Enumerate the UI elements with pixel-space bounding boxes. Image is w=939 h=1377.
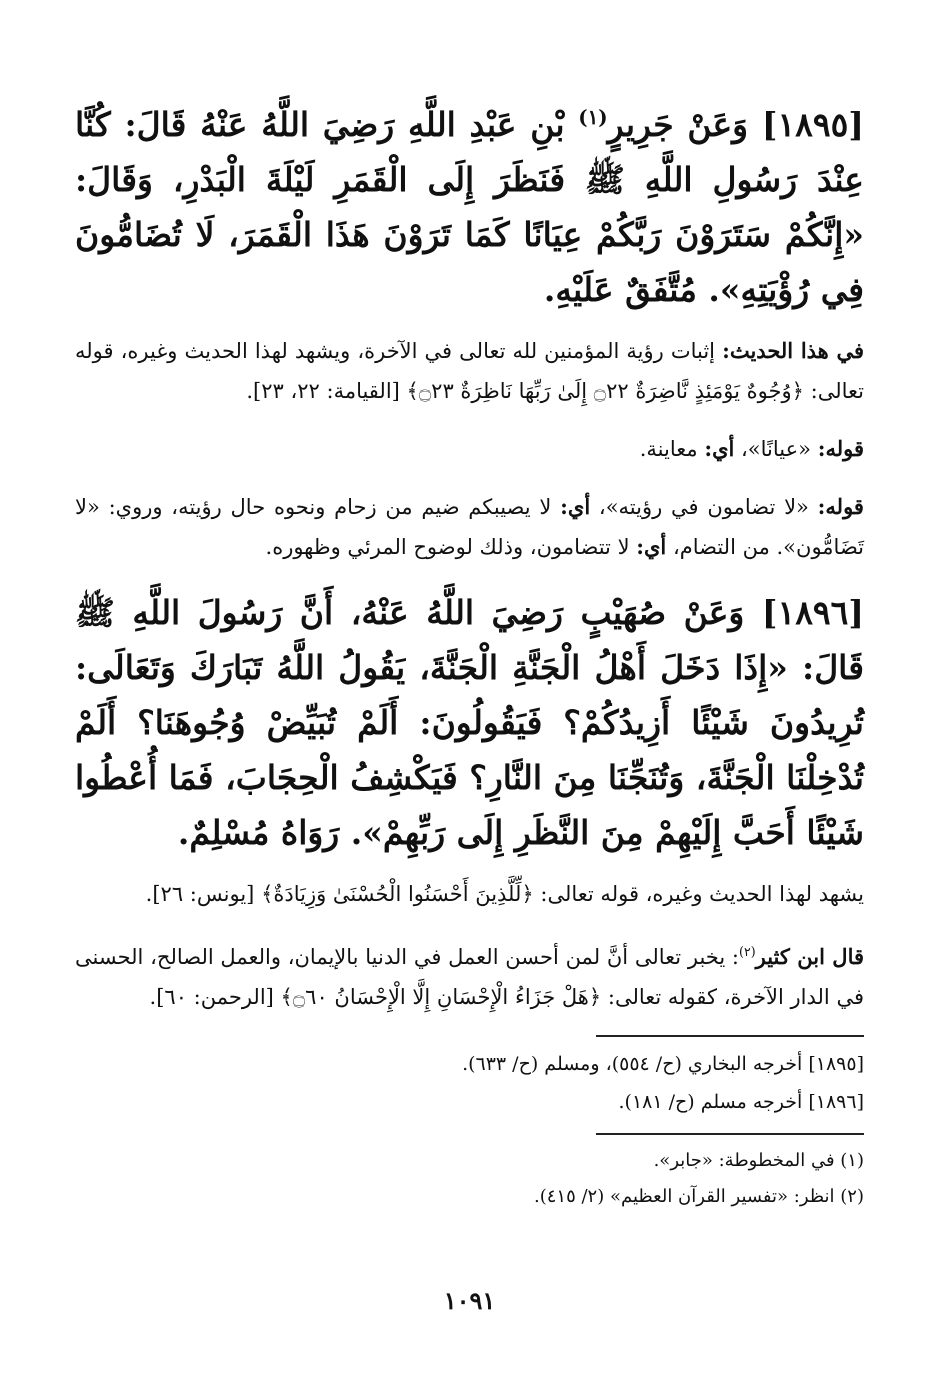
references-list <box>75 1045 864 1121</box>
commentary-text: إثبات رؤية المؤمنين لله تعالى في الآخرة، ويشهد لهذا الحديث وغيره، قوله تعالى: <box>75 339 864 403</box>
quran-verse: ﴿وُجُوهٌ يَوْمَئِذٍ نَّاضِرَةٌ ۝٢٢ إِلَىٰ رَبِّهَا نَاظِرَةٌ ۝٢٣﴾ <box>406 379 804 403</box>
verse-reference: [الرحمن: ٦٠]. <box>149 985 274 1009</box>
quran-verse: ﴿لِّلَّذِينَ أَحْسَنُوا الْحُسْنَىٰ وَزِيَادَةٌ﴾ <box>261 882 534 906</box>
verse-reference: [القيامة: ٢٢، ٢٣]. <box>246 379 400 403</box>
hadith-text: وَعَنْ جَرِيرٍ <box>607 105 749 144</box>
commentary-label: أي: <box>704 436 735 461</box>
footnotes-list <box>75 1143 864 1215</box>
commentary-label: قوله: <box>817 436 864 461</box>
footnote-item: (٢) انظر: «تفسير القرآن العظيم» (٢/ ٤١٥). <box>533 1186 864 1207</box>
reference-item: [١٨٩٥] أخرجه البخاري (ح/ ٥٥٤)، ومسلم (ح/ ٦٣٣). <box>462 1053 864 1075</box>
commentary-5 <box>75 932 864 1017</box>
commentary-text: لا تتضامون، وذلك لوضوح المرئي وظهوره. <box>265 535 630 559</box>
footnote-marker: (٢) <box>739 944 756 959</box>
commentary-text: : يخبر تعالى أنَّ لمن أحسن العمل في الدنيا بالإيمان، والعمل الصالح، الحسنى في الدار الآخرة، كقوله تعالى: <box>75 945 864 1009</box>
commentary-label: قال ابن كثير <box>755 944 865 969</box>
hadith-1896 <box>75 585 864 860</box>
verse-reference: [يونس: ٢٦]. <box>145 882 255 906</box>
hadith-text: وَعَنْ صُهَيْبٍ رَضِيَ اللَّهُ عَنْهُ، أَنَّ رَسُولَ اللَّهِ ﷺ قَالَ: «إِذَا دَخَلَ أَهْلُ الْجَنَّةِ الْجَنَّةَ، يَقُولُ اللَّهُ تَبَارَكَ وَتَعَالَى: تُرِيدُونَ شَيْئًا أَزِيدُكُمْ؟ فَيَقُولُونَ: أَلَمْ تُبَيِّضْ وُجُوهَنَا؟ أَلَمْ تُدْخِلْنَا الْجَنَّةَ، وَتُنَجِّنَا مِنَ النَّارِ؟ فَيَكْشِفُ الْحِجَابَ، فَمَا أُعْطُوا شَيْئًا أَحَبَّ إِلَيْهِمْ مِنَ النَّظَرِ إِلَى رَبِّهِمْ». رَوَاهُ مُسْلِمٌ. <box>75 593 864 852</box>
commentary-3 <box>75 487 864 567</box>
footnote-item: (١) في المخطوطة: «جابر». <box>653 1150 864 1171</box>
quoted-word: «عيانًا»، <box>741 437 812 461</box>
hadith-text: بْنِ عَبْدِ اللَّهِ رَضِيَ اللَّهُ عَنْهُ قَالَ: كُنَّا عِنْدَ رَسُولِ اللَّهِ ﷺ فَنَظَرَ إِلَى الْقَمَرِ لَيْلَةَ الْبَدْرِ، وَقَالَ: «إِنَّكُمْ سَتَرَوْنَ رَبَّكُمْ عِيَانًا كَمَا تَرَوْنَ هَذَا الْقَمَرَ، لَا تُضَامُّونَ فِي رُؤْيَتِهِ». مُتَّفَقٌ عَلَيْهِ. <box>75 105 864 309</box>
hadith-number: [١٨٩٦] <box>761 593 864 632</box>
page-number: ١٠٩١ <box>443 1286 496 1315</box>
quran-verse: ﴿هَلْ جَزَاءُ الْإِحْسَانِ إِلَّا الْإِحْسَانُ ۝٦٠﴾ <box>280 985 602 1009</box>
commentary-2 <box>75 429 864 469</box>
quoted-word: «لا تضامون في رؤيته»، <box>598 495 809 519</box>
commentary-label: في هذا الحديث: <box>722 338 864 363</box>
reference-item: [١٨٩٦] أخرجه مسلم (ح/ ١٨١). <box>618 1091 864 1113</box>
commentary-label: أي: <box>560 494 591 519</box>
footnotes-divider <box>596 1133 864 1135</box>
commentary-label: أي: <box>636 534 667 559</box>
commentary-4 <box>75 874 864 914</box>
hadith-number: [١٨٩٥] <box>761 105 864 144</box>
footnote-marker: (١) <box>578 105 608 129</box>
commentary-text: لا يصيبكم ضيم من زحام ونحوه حال رؤيته، وروي: «لا تَضَامُّون». من التضام، <box>75 495 864 559</box>
commentary-label: قوله: <box>817 494 864 519</box>
commentary-text: يشهد لهذا الحديث وغيره، قوله تعالى: <box>540 882 864 906</box>
references-divider <box>596 1035 864 1037</box>
commentary-text: معاينة. <box>639 437 698 461</box>
commentary-1 <box>75 331 864 411</box>
hadith-1895 <box>75 90 864 317</box>
